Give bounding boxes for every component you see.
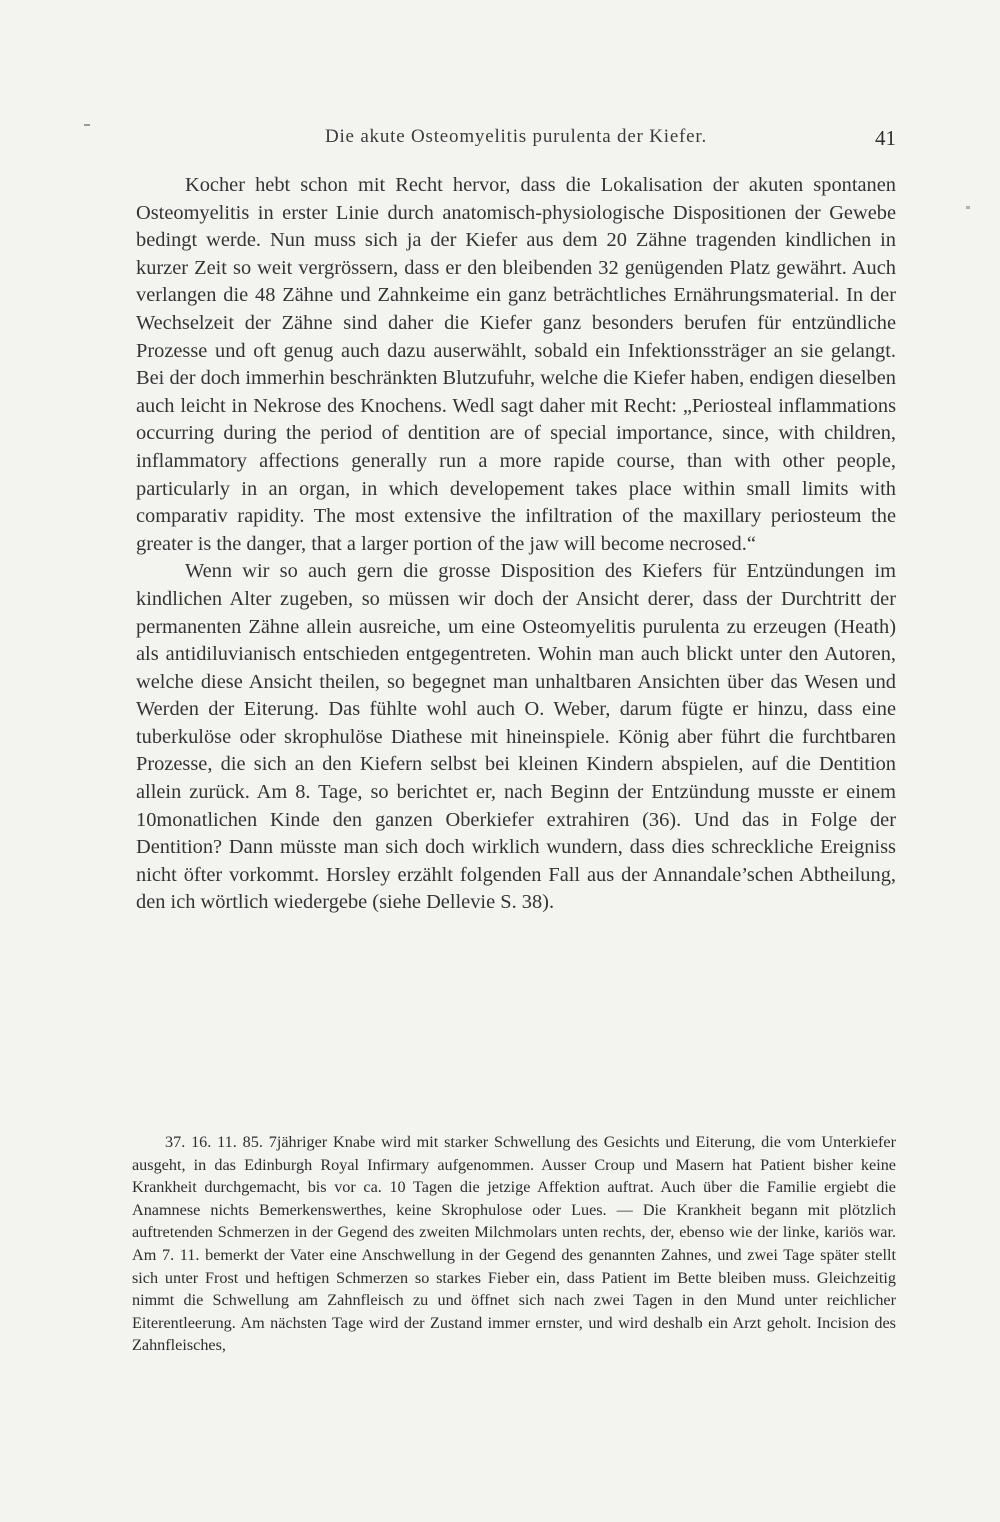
running-title: Die akute Osteomyelitis purulenta der Kiefer. <box>324 126 708 147</box>
footnote-text: 37. 16. 11. 85. 7jähriger Knabe wird mit starker Schwellung des Gesichts und Eiterung, die vom Unterkiefer ausgeht, in das Edinburgh Royal Infirmary aufgenommen. Ausser Croup und Masern hat Patient bisher keine Krankheit durchgemacht, bis vor ca. 10 Tagen die jetzige Affektion auftrat. Auch über die Familie ergiebt die Anamnese nichts Bemerkenswerthes, keine Skrophulose oder Lues. — Die Krankheit begann mit plötzlich auftretenden Schmerzen in der Gegend des zweiten Milchmolars unten rechts, der, ebenso wie der linke, kariös war. Am 7. 11. bemerkt der Vater eine Anschwellung in der Gegend des genannten Zahnes, und zwei Tage später stellt sich unter Frost und heftigen Schmerzen so starkes Fieber ein, dass Patient im Bette bleiben muss. Gleichzeitig nimmt die Schwellung am Zahnfleisch zu und öffnet sich nach zwei Tagen in den Mund unter reichlicher Eiterentleerung. Am nächsten Tage wird der Zustand immer ernster, und wird deshalb ein Arzt geholt. Incision des Zahnfleisches, <box>132 1133 896 1355</box>
margin-speck <box>966 206 970 209</box>
body-text <box>136 172 896 917</box>
paragraph: Kocher hebt schon mit Recht hervor, dass die Lokalisation der akuten spontanen Osteomyelitis in erster Linie durch anatomisch-physiologische Dispositionen der Gewebe bedingt werde. Nun muss sich ja der Kiefer aus dem 20 Zähne tragenden kindlichen in kurzer Zeit so weit vergrössern, dass er den bleibenden 32 genügenden Platz gewährt. Auch verlangen die 48 Zähne und Zahnkeime ein ganz beträchtliches Ernährungsmaterial. In der Wechselzeit der Zähne sind daher die Kiefer ganz besonders berufen für entzündliche Prozesse und oft genug auch dazu auserwählt, sobald ein Infektionssträger an sie gelangt. Bei der doch immerhin beschränkten Blutzufuhr, welche die Kiefer haben, endigen dieselben auch leicht in Nekrose des Knochens. Wedl sagt daher mit Recht: „Periosteal inflammations occurring during the period of dentition are of special importance, since, with children, inflammatory affections generally run a more rapide course, than with other people, particularly in an organ, in which developement takes place within small limits with comparativ rapidity. The most extensive the infiltration of the maxillary periosteum the greater is the danger, that a larger portion of the jaw will become necrosed.“ <box>136 174 896 555</box>
page-number: 41 <box>875 126 896 150</box>
page-header <box>136 126 896 160</box>
footnote <box>132 1131 896 1357</box>
paragraph: Wenn wir so auch gern die grosse Disposition des Kiefers für Entzündungen im kindlichen Alter zugeben, so müssen wir doch der Ansicht derer, dass der Durchtritt der permanenten Zähne allein ausreiche, um eine Osteomyelitis purulenta zu erzeugen (Heath) als antidiluvianisch entschieden entgegentreten. Wohin man auch blickt unter den Autoren, welche diese Ansicht theilen, so begegnet man unhaltbaren Ansichten über das Wesen und Werden der Eiterung. Das fühlte wohl auch O. Weber, darum fügte er hinzu, dass eine tuberkulöse oder skrophulöse Diathese mit hineinspiele. König aber führt die furchtbaren Prozesse, die sich an den Kiefern selbst bei kleinen Kindern abspielen, auf die Dentition allein zurück. Am 8. Tage, so berichtet er, nach Beginn der Entzündung musste er einem 10monatlichen Kinde den ganzen Oberkiefer extrahiren (36). Und das in Folge der Dentition? Dann müsste man sich doch wirklich wundern, dass dies schreckliche Ereigniss nicht öfter vorkommt. Horsley erzählt folgenden Fall aus der Annandale’schen Abtheilung, den ich wörtlich wiedergebe (siehe Dellevie S. 38). <box>136 560 896 914</box>
margin-mark <box>84 124 90 126</box>
